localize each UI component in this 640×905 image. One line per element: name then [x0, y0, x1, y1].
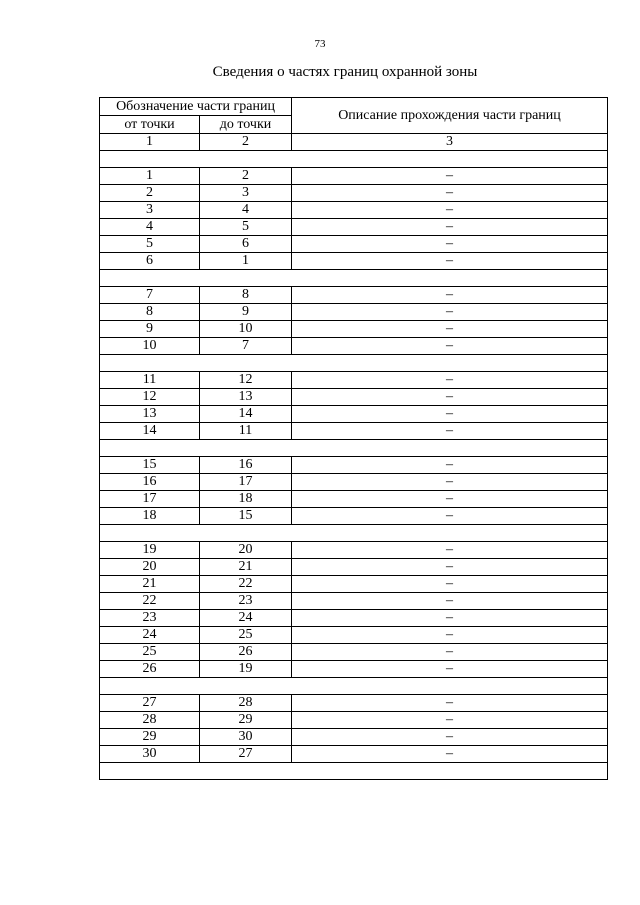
- to-point-cell: 22: [200, 576, 292, 593]
- table-row: [100, 559, 608, 576]
- group-separator-cell: [100, 270, 608, 287]
- group-separator-cell: [100, 151, 608, 168]
- description-cell: –: [292, 168, 608, 185]
- description-cell: –: [292, 644, 608, 661]
- from-point-cell: 17: [100, 491, 200, 508]
- header-group-label: Обозначение части границ: [100, 98, 292, 116]
- table-row: [100, 695, 608, 712]
- table-row: [100, 576, 608, 593]
- table-row: [100, 406, 608, 423]
- from-point-cell: 11: [100, 372, 200, 389]
- from-point-cell: 9: [100, 321, 200, 338]
- from-point-cell: 26: [100, 661, 200, 678]
- to-point-cell: 25: [200, 627, 292, 644]
- to-point-cell: 27: [200, 746, 292, 763]
- description-cell: –: [292, 474, 608, 491]
- table-row: [100, 542, 608, 559]
- table-row: [100, 372, 608, 389]
- description-cell: –: [292, 321, 608, 338]
- table-row: [100, 661, 608, 678]
- table-row: [100, 185, 608, 202]
- to-point-cell: 3: [200, 185, 292, 202]
- group-separator-row: [100, 440, 608, 457]
- from-point-cell: 12: [100, 389, 200, 406]
- from-point-cell: 19: [100, 542, 200, 559]
- to-point-cell: 2: [200, 168, 292, 185]
- description-cell: –: [292, 559, 608, 576]
- description-cell: –: [292, 338, 608, 355]
- description-cell: –: [292, 610, 608, 627]
- from-point-cell: 20: [100, 559, 200, 576]
- table-row: [100, 627, 608, 644]
- to-point-cell: 20: [200, 542, 292, 559]
- to-point-cell: 14: [200, 406, 292, 423]
- from-point-cell: 7: [100, 287, 200, 304]
- table-row: [100, 253, 608, 270]
- from-point-cell: 18: [100, 508, 200, 525]
- from-point-cell: 25: [100, 644, 200, 661]
- empty-row: [100, 763, 608, 780]
- to-point-cell: 28: [200, 695, 292, 712]
- table-row: [100, 593, 608, 610]
- from-point-cell: 8: [100, 304, 200, 321]
- table-row: [100, 610, 608, 627]
- from-point-cell: 16: [100, 474, 200, 491]
- description-cell: –: [292, 627, 608, 644]
- table-body: [100, 151, 608, 780]
- from-point-cell: 27: [100, 695, 200, 712]
- header-description-label: Описание прохождения части границ: [292, 98, 608, 134]
- table-row: [100, 168, 608, 185]
- description-cell: –: [292, 185, 608, 202]
- description-cell: –: [292, 576, 608, 593]
- header-from-point: от точки: [100, 116, 200, 134]
- description-cell: –: [292, 695, 608, 712]
- to-point-cell: 19: [200, 661, 292, 678]
- to-point-cell: 11: [200, 423, 292, 440]
- description-cell: –: [292, 287, 608, 304]
- to-point-cell: 21: [200, 559, 292, 576]
- group-separator-row: [100, 525, 608, 542]
- to-point-cell: 24: [200, 610, 292, 627]
- to-point-cell: 29: [200, 712, 292, 729]
- to-point-cell: 15: [200, 508, 292, 525]
- from-point-cell: 28: [100, 712, 200, 729]
- table-row: [100, 321, 608, 338]
- to-point-cell: 8: [200, 287, 292, 304]
- to-point-cell: 4: [200, 202, 292, 219]
- table-row: [100, 202, 608, 219]
- from-point-cell: 29: [100, 729, 200, 746]
- to-point-cell: 9: [200, 304, 292, 321]
- from-point-cell: 21: [100, 576, 200, 593]
- description-cell: –: [292, 457, 608, 474]
- to-point-cell: 26: [200, 644, 292, 661]
- to-point-cell: 18: [200, 491, 292, 508]
- to-point-cell: 1: [200, 253, 292, 270]
- description-cell: –: [292, 423, 608, 440]
- table-row: [100, 423, 608, 440]
- from-point-cell: 3: [100, 202, 200, 219]
- table-row: [100, 474, 608, 491]
- description-cell: –: [292, 746, 608, 763]
- table-row: [100, 457, 608, 474]
- table-row: [100, 746, 608, 763]
- table-row: [100, 338, 608, 355]
- boundary-parts-table: [99, 97, 608, 780]
- table-row: [100, 236, 608, 253]
- column-number: 1: [100, 134, 200, 151]
- from-point-cell: 2: [100, 185, 200, 202]
- description-cell: –: [292, 508, 608, 525]
- group-separator-row: [100, 355, 608, 372]
- from-point-cell: 13: [100, 406, 200, 423]
- description-cell: –: [292, 219, 608, 236]
- group-separator-row: [100, 270, 608, 287]
- description-cell: –: [292, 372, 608, 389]
- group-separator-cell: [100, 525, 608, 542]
- group-separator-row: [100, 151, 608, 168]
- from-point-cell: 10: [100, 338, 200, 355]
- document-title: Сведения о частях границ охранной зоны: [212, 64, 478, 80]
- group-separator-cell: [100, 678, 608, 695]
- from-point-cell: 14: [100, 423, 200, 440]
- to-point-cell: 6: [200, 236, 292, 253]
- from-point-cell: 23: [100, 610, 200, 627]
- header-row: [100, 98, 608, 116]
- to-point-cell: 13: [200, 389, 292, 406]
- description-cell: –: [292, 491, 608, 508]
- from-point-cell: 22: [100, 593, 200, 610]
- from-point-cell: 5: [100, 236, 200, 253]
- group-separator-cell: [100, 355, 608, 372]
- from-point-cell: 15: [100, 457, 200, 474]
- description-cell: –: [292, 729, 608, 746]
- to-point-cell: 10: [200, 321, 292, 338]
- column-number: 2: [200, 134, 292, 151]
- description-cell: –: [292, 661, 608, 678]
- to-point-cell: 17: [200, 474, 292, 491]
- description-cell: –: [292, 236, 608, 253]
- to-point-cell: 12: [200, 372, 292, 389]
- table-row: [100, 508, 608, 525]
- to-point-cell: 30: [200, 729, 292, 746]
- description-cell: –: [292, 593, 608, 610]
- to-point-cell: 7: [200, 338, 292, 355]
- from-point-cell: 24: [100, 627, 200, 644]
- to-point-cell: 5: [200, 219, 292, 236]
- table-row: [100, 712, 608, 729]
- empty-cell: [100, 763, 608, 780]
- from-point-cell: 30: [100, 746, 200, 763]
- from-point-cell: 1: [100, 168, 200, 185]
- header-to-point: до точки: [200, 116, 292, 134]
- description-cell: –: [292, 712, 608, 729]
- table-row: [100, 304, 608, 321]
- group-separator-cell: [100, 440, 608, 457]
- description-cell: –: [292, 389, 608, 406]
- column-number: 3: [292, 134, 608, 151]
- table-row: [100, 491, 608, 508]
- to-point-cell: 23: [200, 593, 292, 610]
- table-row: [100, 729, 608, 746]
- to-point-cell: 16: [200, 457, 292, 474]
- description-cell: –: [292, 202, 608, 219]
- from-point-cell: 4: [100, 219, 200, 236]
- from-point-cell: 6: [100, 253, 200, 270]
- group-separator-row: [100, 678, 608, 695]
- description-cell: –: [292, 253, 608, 270]
- table-row: [100, 644, 608, 661]
- page-number: 73: [314, 38, 326, 50]
- column-number-row: [100, 134, 608, 151]
- table-row: [100, 287, 608, 304]
- table-row: [100, 219, 608, 236]
- description-cell: –: [292, 304, 608, 321]
- description-cell: –: [292, 406, 608, 423]
- description-cell: –: [292, 542, 608, 559]
- table-row: [100, 389, 608, 406]
